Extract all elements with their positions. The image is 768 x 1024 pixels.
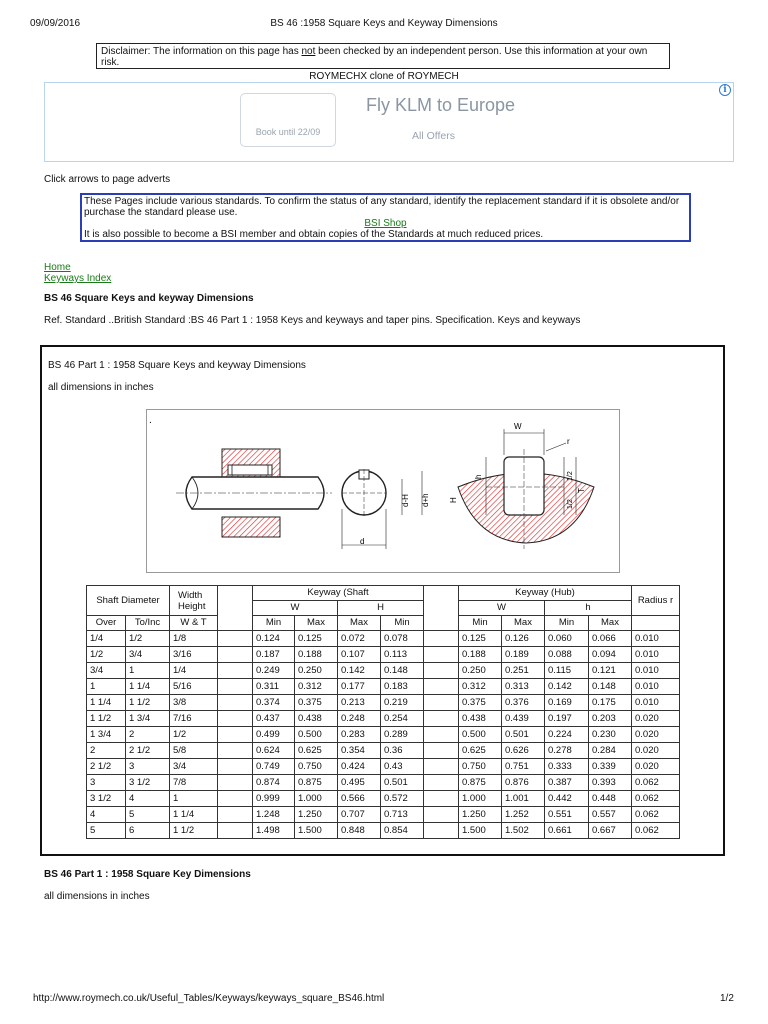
table-cell: 1/2: [170, 727, 218, 743]
table-cell: 7/8: [170, 775, 218, 791]
table-cell: 1.250: [295, 807, 338, 823]
table-cell: 0.625: [459, 743, 502, 759]
key-closeup-view: [449, 422, 594, 549]
table-spacer-cell: [218, 695, 253, 711]
table-cell: 1.500: [295, 823, 338, 839]
print-date: 09/09/2016: [30, 18, 81, 29]
table-cell: 0.188: [459, 647, 502, 663]
table-cell: 0.251: [502, 663, 545, 679]
table-cell: 0.626: [502, 743, 545, 759]
header-spacer-hub: [424, 586, 459, 631]
table-cell: 0.224: [545, 727, 589, 743]
table-spacer-cell: [218, 807, 253, 823]
header-radius-blank: [632, 616, 680, 631]
table-cell: 0.500: [459, 727, 502, 743]
table-cell: 0.088: [545, 647, 589, 663]
table-cell: 0.439: [502, 711, 545, 727]
bsi-membership-text: It is also possible to become a BSI member and obtain copies of the Standards at much reduced prices.: [84, 229, 544, 240]
table-header-row: [87, 586, 680, 601]
table-cell: 0.010: [632, 647, 680, 663]
table-cell: 0.177: [338, 679, 381, 695]
header-hub-w: W: [459, 601, 545, 616]
table-spacer-cell: [218, 743, 253, 759]
bsi-shop-line: [84, 218, 687, 229]
table-cell: 1/4: [170, 663, 218, 679]
table-spacer-cell: [424, 679, 459, 695]
table-cell: 0.010: [632, 631, 680, 647]
table-cell: 0.254: [381, 711, 424, 727]
table-spacer-cell: [218, 775, 253, 791]
table-cell: 1.000: [295, 791, 338, 807]
table-spacer-cell: [424, 663, 459, 679]
info-icon[interactable]: i: [719, 84, 731, 96]
table-cell: 0.107: [338, 647, 381, 663]
table-spacer-cell: [424, 823, 459, 839]
table-cell: 1 1/4: [170, 807, 218, 823]
label-d: d: [360, 537, 365, 546]
table-cell: 0.375: [459, 695, 502, 711]
table-cell: 3: [126, 759, 170, 775]
table-cell: 0.125: [295, 631, 338, 647]
table-cell: 2: [87, 743, 126, 759]
table-cell: 0.187: [253, 647, 295, 663]
table-cell: 3/4: [126, 647, 170, 663]
table-row: [87, 647, 680, 663]
label-H: H: [449, 497, 458, 503]
bsi-notice-text: These Pages include various standards. To confirm the status of any standard, identify the replacement standard if it is obsolete and/or purchase the standard please use.: [84, 196, 680, 218]
table-cell: 0.572: [381, 791, 424, 807]
table-cell: 0.424: [338, 759, 381, 775]
key-dimensions-units: all dimensions in inches: [44, 891, 150, 902]
table-cell: 0.219: [381, 695, 424, 711]
table-row: [87, 775, 680, 791]
table-cell: 0.495: [338, 775, 381, 791]
table-cell: 1/2: [87, 647, 126, 663]
table-cell: 0.874: [253, 775, 295, 791]
table-cell: 0.142: [545, 679, 589, 695]
advert-card[interactable]: [240, 93, 336, 147]
disclaimer-prefix: Disclaimer: The information on this page has: [101, 46, 302, 57]
label-d-plus-h: d+h: [421, 493, 430, 507]
table-spacer-cell: [424, 631, 459, 647]
table-cell: 3/8: [170, 695, 218, 711]
table-cell: 0.333: [545, 759, 589, 775]
table-cell: 0.062: [632, 807, 680, 823]
table-cell: 3 1/2: [126, 775, 170, 791]
key-dimensions-heading: BS 46 Part 1 : 1958 Square Key Dimensions: [44, 869, 251, 880]
table-cell: 0.124: [253, 631, 295, 647]
table-row: [87, 679, 680, 695]
label-T: T: [577, 488, 586, 493]
table-cell: 0.213: [338, 695, 381, 711]
table-cell: 0.448: [589, 791, 632, 807]
table-cell: 0.661: [545, 823, 589, 839]
table-cell: 0.072: [338, 631, 381, 647]
header-spacer-shaft: [218, 586, 253, 631]
table-cell: 0.36: [381, 743, 424, 759]
table-row: [87, 791, 680, 807]
table-cell: 1 1/2: [170, 823, 218, 839]
table-cell: 1.250: [459, 807, 502, 823]
panel-units: all dimensions in inches: [48, 382, 154, 393]
table-spacer-cell: [218, 727, 253, 743]
table-spacer-cell: [218, 823, 253, 839]
table-cell: 0.066: [589, 631, 632, 647]
table-cell: 0.376: [502, 695, 545, 711]
header-min: Min: [253, 616, 295, 631]
header-min: Min: [545, 616, 589, 631]
table-cell: 0.375: [295, 695, 338, 711]
table-cell: 1.001: [502, 791, 545, 807]
table-cell: 3/16: [170, 647, 218, 663]
table-row: [87, 807, 680, 823]
table-cell: 1/8: [170, 631, 218, 647]
table-row: [87, 759, 680, 775]
table-cell: 0.499: [253, 727, 295, 743]
label-half-top: 1/2: [567, 471, 574, 481]
advert-offers-link[interactable]: All Offers: [412, 130, 455, 142]
table-row: [87, 823, 680, 839]
table-cell: 0.374: [253, 695, 295, 711]
footer-url: http://www.roymech.co.uk/Useful_Tables/Keyways/keyways_square_BS46.html: [33, 993, 385, 1004]
label-half-bottom: 1/2: [567, 499, 574, 509]
table-cell: 5: [126, 807, 170, 823]
table-cell: 0.203: [589, 711, 632, 727]
label-d-minus-h: d-H: [401, 494, 410, 507]
table-cell: 3/4: [170, 759, 218, 775]
table-spacer-cell: [218, 791, 253, 807]
table-cell: 0.230: [589, 727, 632, 743]
table-cell: 0.175: [589, 695, 632, 711]
table-spacer-cell: [424, 695, 459, 711]
table-cell: 0.148: [381, 663, 424, 679]
table-cell: 0.078: [381, 631, 424, 647]
table-cell: 0.749: [253, 759, 295, 775]
table-cell: 0.062: [632, 823, 680, 839]
table-cell: 0.557: [589, 807, 632, 823]
table-cell: 0.249: [253, 663, 295, 679]
table-cell: 0.060: [545, 631, 589, 647]
table-spacer-cell: [424, 743, 459, 759]
table-cell: 1: [170, 791, 218, 807]
table-cell: 0.125: [459, 631, 502, 647]
header-shaft-diameter: Shaft Diameter: [87, 586, 170, 616]
header-to-inc: To/Inc: [126, 616, 170, 631]
header-over: Over: [87, 616, 126, 631]
clone-line: ROYMECHX clone of ROYMECH: [309, 71, 459, 82]
header-keyway-shaft: Keyway (Shaft: [253, 586, 424, 601]
table-spacer-cell: [218, 647, 253, 663]
table-cell: 2 1/2: [87, 759, 126, 775]
table-cell: 0.183: [381, 679, 424, 695]
table-cell: 0.284: [589, 743, 632, 759]
table-cell: 0.875: [295, 775, 338, 791]
table-cell: 0.115: [545, 663, 589, 679]
table-cell: 0.854: [381, 823, 424, 839]
table-minmax-row: [87, 616, 680, 631]
table-cell: 0.751: [502, 759, 545, 775]
table-cell: 2: [126, 727, 170, 743]
table-spacer-cell: [218, 711, 253, 727]
header-max: Max: [502, 616, 545, 631]
table-cell: 5: [87, 823, 126, 839]
shaft-side-view: [176, 449, 332, 537]
table-cell: 0.707: [338, 807, 381, 823]
page-heading: BS 46 Square Keys and keyway Dimensions: [44, 293, 254, 304]
table-cell: 0.020: [632, 759, 680, 775]
table-row: [87, 631, 680, 647]
header-width: Width: [178, 589, 203, 601]
table-spacer-cell: [218, 759, 253, 775]
table-cell: 0.289: [381, 727, 424, 743]
advert-banner[interactable]: [44, 82, 734, 162]
header-wt: W & T: [170, 616, 218, 631]
table-cell: 1 1/2: [126, 695, 170, 711]
table-spacer-cell: [218, 663, 253, 679]
table-cell: 1/4: [87, 631, 126, 647]
header-max: Max: [295, 616, 338, 631]
table-cell: 0.188: [295, 647, 338, 663]
header-height: Height: [178, 600, 206, 612]
table-cell: 0.121: [589, 663, 632, 679]
table-cell: 0.437: [253, 711, 295, 727]
table-cell: 0.438: [295, 711, 338, 727]
disclaimer-suffix: been checked by an independent person. Use this information at your own risk.: [101, 46, 648, 68]
table-cell: 0.750: [295, 759, 338, 775]
diagram-dot: .: [149, 415, 152, 426]
table-cell: 0.283: [338, 727, 381, 743]
table-cell: 0.313: [502, 679, 545, 695]
table-cell: 1 1/4: [126, 679, 170, 695]
table-row: [87, 695, 680, 711]
table-row: [87, 663, 680, 679]
table-cell: 0.126: [502, 631, 545, 647]
table-cell: 0.189: [502, 647, 545, 663]
table-cell: 0.312: [295, 679, 338, 695]
table-cell: 0.500: [295, 727, 338, 743]
table-spacer-cell: [424, 775, 459, 791]
table-cell: 0.169: [545, 695, 589, 711]
table-cell: 0.197: [545, 711, 589, 727]
table-spacer-cell: [424, 791, 459, 807]
header-shaft-w: W: [253, 601, 338, 616]
table-cell: 4: [126, 791, 170, 807]
table-cell: 0.750: [459, 759, 502, 775]
header-min: Min: [459, 616, 502, 631]
table-cell: 0.875: [459, 775, 502, 791]
table-spacer-cell: [424, 727, 459, 743]
table-cell: 1 1/4: [87, 695, 126, 711]
table-row: [87, 743, 680, 759]
table-row: [87, 727, 680, 743]
table-cell: 0.312: [459, 679, 502, 695]
header-min: Max: [338, 616, 381, 631]
panel-title: BS 46 Part 1 : 1958 Square Keys and keyway Dimensions: [48, 360, 306, 371]
adverts-note: Click arrows to page adverts: [44, 174, 171, 185]
header-width-height: [170, 586, 218, 616]
shaft-end-view: [342, 469, 430, 549]
table-cell: 0.113: [381, 647, 424, 663]
table-spacer-cell: [218, 631, 253, 647]
table-cell: 0.501: [381, 775, 424, 791]
advert-headline[interactable]: Fly KLM to Europe: [366, 95, 516, 115]
table-cell: 5/16: [170, 679, 218, 695]
header-shaft-h: H: [338, 601, 424, 616]
table-cell: 0.010: [632, 663, 680, 679]
table-spacer-cell: [424, 711, 459, 727]
table-cell: 0.020: [632, 727, 680, 743]
table-cell: 0.438: [459, 711, 502, 727]
table-cell: 0.062: [632, 791, 680, 807]
table-cell: 0.442: [545, 791, 589, 807]
table-cell: 0.354: [338, 743, 381, 759]
table-cell: 0.148: [589, 679, 632, 695]
table-cell: 0.393: [589, 775, 632, 791]
table-spacer-cell: [424, 759, 459, 775]
table-cell: 1.500: [459, 823, 502, 839]
keyway-diagram: [146, 409, 620, 573]
bsi-notice-box: [80, 193, 691, 242]
advert-book-text[interactable]: Book until 22/09: [255, 127, 321, 137]
table-cell: 1: [87, 679, 126, 695]
table-cell: 1.498: [253, 823, 295, 839]
table-cell: 7/16: [170, 711, 218, 727]
table-cell: 0.713: [381, 807, 424, 823]
header-hub-h: h: [545, 601, 632, 616]
header-radius: Radius r: [632, 586, 680, 616]
table-cell: 3: [87, 775, 126, 791]
table-spacer-cell: [218, 679, 253, 695]
table-cell: 0.311: [253, 679, 295, 695]
table-cell: 0.551: [545, 807, 589, 823]
table-cell: 0.667: [589, 823, 632, 839]
table-cell: 2 1/2: [126, 743, 170, 759]
label-r: r: [567, 437, 570, 446]
table-cell: 1.502: [502, 823, 545, 839]
label-h: h: [474, 474, 483, 479]
table-cell: 0.999: [253, 791, 295, 807]
table-cell: 4: [87, 807, 126, 823]
table-spacer-cell: [424, 647, 459, 663]
table-cell: 1.000: [459, 791, 502, 807]
table-spacer-cell: [424, 807, 459, 823]
table-cell: 0.020: [632, 743, 680, 759]
table-cell: 1: [126, 663, 170, 679]
table-cell: 0.010: [632, 695, 680, 711]
table-cell: 0.020: [632, 711, 680, 727]
table-cell: 0.248: [338, 711, 381, 727]
bsi-shop-link[interactable]: BSI Shop: [364, 218, 407, 229]
header-max: Max: [589, 616, 632, 631]
keyway-dimensions-table: [86, 585, 680, 839]
table-row: [87, 711, 680, 727]
table-cell: 0.339: [589, 759, 632, 775]
table-cell: 1.248: [253, 807, 295, 823]
table-cell: 0.250: [459, 663, 502, 679]
table-cell: 5/8: [170, 743, 218, 759]
table-cell: 0.142: [338, 663, 381, 679]
header-max: Min: [381, 616, 424, 631]
table-cell: 0.501: [502, 727, 545, 743]
table-cell: 0.062: [632, 775, 680, 791]
table-cell: 1/2: [126, 631, 170, 647]
keyways-index-link[interactable]: Keyways Index: [44, 273, 112, 284]
print-title: BS 46 :1958 Square Keys and Keyway Dimensions: [270, 18, 498, 29]
table-cell: 0.278: [545, 743, 589, 759]
table-cell: 1.252: [502, 807, 545, 823]
table-cell: 0.566: [338, 791, 381, 807]
label-W: W: [514, 422, 522, 431]
table-cell: 0.624: [253, 743, 295, 759]
table-cell: 0.250: [295, 663, 338, 679]
header-keyway-hub: Keyway (Hub): [459, 586, 632, 601]
table-cell: 0.625: [295, 743, 338, 759]
table-cell: 0.43: [381, 759, 424, 775]
table-cell: 0.094: [589, 647, 632, 663]
table-cell: 0.387: [545, 775, 589, 791]
reference-standard: Ref. Standard ..British Standard :BS 46 Part 1 : 1958 Keys and keyways and taper pins. Specification. Keys and keyways: [44, 315, 581, 326]
table-cell: 0.010: [632, 679, 680, 695]
table-cell: 1 3/4: [87, 727, 126, 743]
disclaimer-emphasis: not: [301, 46, 316, 57]
table-body: [87, 631, 680, 839]
disclaimer-box: [96, 43, 670, 69]
home-link[interactable]: Home: [44, 262, 71, 273]
table-cell: 0.876: [502, 775, 545, 791]
table-cell: 3/4: [87, 663, 126, 679]
table-cell: 3 1/2: [87, 791, 126, 807]
table-cell: 1 1/2: [87, 711, 126, 727]
footer-page-number: 1/2: [720, 993, 734, 1004]
table-cell: 1 3/4: [126, 711, 170, 727]
table-cell: 6: [126, 823, 170, 839]
table-cell: 0.848: [338, 823, 381, 839]
